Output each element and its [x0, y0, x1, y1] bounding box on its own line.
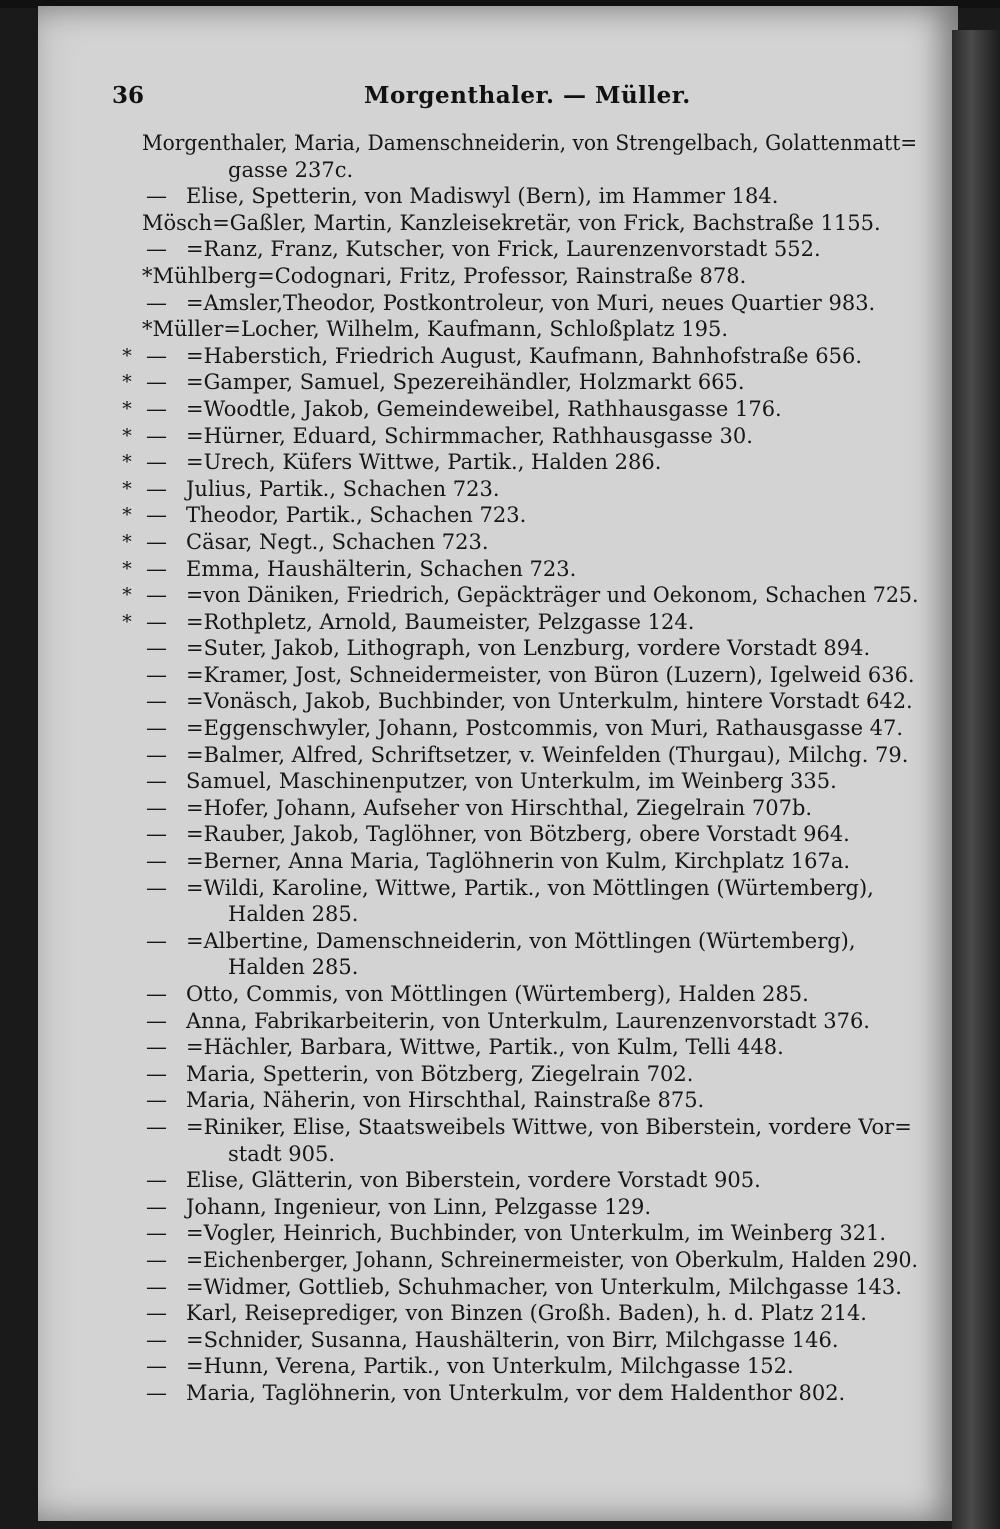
directory-line	[38, 316, 958, 343]
directory-line	[38, 742, 958, 769]
ditto-dash: —	[146, 716, 167, 741]
ditto-dash: —	[146, 237, 167, 262]
directory-line	[38, 157, 958, 184]
ditto-dash: —	[146, 609, 167, 634]
asterisk-marker: *	[122, 451, 132, 474]
book-page	[38, 6, 958, 1521]
entry-text: =Suter, Jakob, Lithograph, von Lenzburg, vordere Vorstadt 894.	[186, 636, 871, 661]
ditto-dash: —	[146, 822, 167, 847]
directory-line	[38, 1167, 958, 1194]
asterisk-marker: *	[122, 557, 132, 580]
ditto-dash: —	[146, 556, 167, 581]
asterisk-marker: *	[122, 504, 132, 527]
entry-text: =Hächler, Barbara, Wittwe, Partik., von Kulm, Telli 448.	[186, 1035, 784, 1060]
ditto-dash: —	[146, 1274, 167, 1299]
asterisk-marker: *	[122, 424, 132, 447]
directory-line	[38, 928, 958, 955]
ditto-dash: —	[146, 503, 167, 528]
entry-text: =Vogler, Heinrich, Buchbinder, von Unterkulm, im Weinberg 321.	[186, 1221, 887, 1246]
entry-text: Anna, Fabrikarbeiterin, von Unterkulm, Laurenzenvorstadt 376.	[186, 1008, 870, 1033]
directory-line	[38, 875, 958, 902]
ditto-dash: —	[146, 742, 167, 767]
entry-text: Johann, Ingenieur, von Linn, Pelzgasse 129.	[186, 1194, 652, 1219]
ditto-dash: —	[146, 1354, 167, 1379]
ditto-dash: —	[146, 370, 167, 395]
directory-line	[38, 1087, 958, 1114]
entry-text: =Woodtle, Jakob, Gemeindeweibel, Rathhausgasse 176.	[186, 396, 782, 421]
entry-text: Halden 285.	[228, 902, 359, 927]
ditto-dash: —	[146, 849, 167, 874]
directory-line	[38, 236, 958, 263]
entry-text: =Berner, Anna Maria, Taglöhnerin von Kulm, Kirchplatz 167a.	[186, 849, 851, 874]
entry-text: =Hürner, Eduard, Schirmmacher, Rathhausgasse 30.	[186, 423, 753, 448]
ditto-dash: —	[146, 689, 167, 714]
ditto-dash: —	[146, 529, 167, 554]
directory-line	[38, 1141, 958, 1168]
ditto-dash: —	[146, 636, 167, 661]
ditto-dash: —	[146, 769, 167, 794]
entry-text: =Riniker, Elise, Staatsweibels Wittwe, von Biberstein, vordere Vor=	[186, 1114, 912, 1139]
ditto-dash: —	[146, 795, 167, 820]
entry-text: =Hofer, Johann, Aufseher von Hirschthal, Ziegelrain 707b.	[186, 795, 813, 820]
entry-text: Morgenthaler, Maria, Damenschneiderin, von Strengelbach, Golattenmatt=	[142, 131, 918, 155]
page-number: 36	[112, 82, 145, 109]
directory-line	[38, 688, 958, 715]
entry-text: =Haberstich, Friedrich August, Kaufmann, Bahnhofstraße 656.	[186, 343, 862, 368]
entry-text: =Amsler,Theodor, Postkontroleur, von Muri, neues Quartier 983.	[186, 290, 876, 315]
directory-line	[38, 476, 958, 503]
directory-line	[38, 396, 958, 423]
directory-line	[38, 263, 958, 290]
directory-line	[38, 981, 958, 1008]
directory-line	[38, 1353, 958, 1380]
page-header	[38, 82, 958, 112]
directory-line	[38, 1274, 958, 1301]
directory-line	[38, 768, 958, 795]
entry-text: gasse 237c.	[228, 157, 354, 182]
directory-line	[38, 556, 958, 583]
entry-text: =Albertine, Damenschneiderin, von Möttlingen (Würtemberg),	[186, 928, 856, 953]
ditto-dash: —	[146, 1114, 167, 1139]
entry-text: Halden 285.	[228, 955, 359, 980]
directory-line	[38, 715, 958, 742]
entry-text: =Schnider, Susanna, Haushälterin, von Birr, Milchgasse 146.	[186, 1327, 839, 1352]
ditto-dash: —	[146, 1221, 167, 1246]
entry-text: =Gamper, Samuel, Spezereihändler, Holzmarkt 665.	[186, 370, 745, 395]
asterisk-marker: *	[122, 371, 132, 394]
ditto-dash: —	[146, 662, 167, 687]
ditto-dash: —	[146, 583, 167, 608]
directory-line	[38, 954, 958, 981]
directory-line	[38, 795, 958, 822]
running-head: Morgenthaler. — Müller.	[364, 82, 691, 109]
directory-line	[38, 1247, 958, 1274]
entry-text: =Balmer, Alfred, Schriftsetzer, v. Weinfelden (Thurgau), Milchg. 79.	[186, 742, 909, 767]
directory-line	[38, 1114, 958, 1141]
ditto-dash: —	[146, 184, 167, 209]
ditto-dash: —	[146, 1088, 167, 1113]
scan-right-edge	[952, 30, 1000, 1529]
entry-text: Karl, Reiseprediger, von Binzen (Großh. Baden), h. d. Platz 214.	[186, 1301, 867, 1326]
ditto-dash: —	[146, 982, 167, 1006]
directory-line	[38, 130, 958, 157]
directory-line	[38, 449, 958, 476]
entry-text: =Urech, Küfers Wittwe, Partik., Halden 286.	[186, 450, 662, 475]
directory-line	[38, 1034, 958, 1061]
entry-text: *Müller=Locher, Wilhelm, Kaufmann, Schloßplatz 195.	[142, 317, 729, 342]
directory-line	[38, 1300, 958, 1327]
ditto-dash: —	[146, 875, 167, 900]
directory-line	[38, 1061, 958, 1088]
directory-line	[38, 1220, 958, 1247]
entry-text: =Eggenschwyler, Johann, Postcommis, von Muri, Rathausgasse 47.	[186, 716, 904, 741]
entry-text: Maria, Taglöhnerin, von Unterkulm, vor dem Haldenthor 802.	[186, 1380, 846, 1405]
entry-text: =Wildi, Karoline, Wittwe, Partik., von Möttlingen (Würtemberg),	[186, 875, 874, 900]
ditto-dash: —	[146, 343, 167, 368]
directory-line	[38, 343, 958, 370]
directory-line	[38, 848, 958, 875]
entry-text: =Widmer, Gottlieb, Schuhmacher, von Unterkulm, Milchgasse 143.	[186, 1274, 902, 1299]
directory-line	[38, 183, 958, 210]
ditto-dash: —	[146, 396, 167, 421]
directory-line	[38, 210, 958, 237]
directory-line	[38, 1380, 958, 1407]
ditto-dash: —	[146, 1380, 167, 1405]
ditto-dash: —	[146, 928, 167, 953]
directory-line	[38, 1008, 958, 1035]
directory-line	[38, 635, 958, 662]
ditto-dash: —	[146, 1061, 167, 1086]
asterisk-marker: *	[122, 344, 132, 367]
directory-line	[38, 1327, 958, 1354]
entry-text: Elise, Glätterin, von Biberstein, vordere Vorstadt 905.	[186, 1168, 761, 1193]
directory-line	[38, 609, 958, 636]
directory-line	[38, 529, 958, 556]
entry-text: Maria, Spetterin, von Bötzberg, Ziegelrain 702.	[186, 1061, 694, 1086]
directory-line	[38, 821, 958, 848]
directory-line	[38, 369, 958, 396]
entry-text: =Hunn, Verena, Partik., von Unterkulm, Milchgasse 152.	[186, 1354, 794, 1379]
ditto-dash: —	[146, 423, 167, 448]
entry-text: Samuel, Maschinenputzer, von Unterkulm, im Weinberg 335.	[186, 769, 837, 794]
asterisk-marker: *	[122, 584, 132, 607]
asterisk-marker: *	[122, 397, 132, 420]
asterisk-marker: *	[122, 610, 132, 633]
asterisk-marker: *	[122, 477, 132, 500]
entry-text: =Vonäsch, Jakob, Buchbinder, von Unterkulm, hintere Vorstadt 642.	[186, 689, 913, 714]
ditto-dash: —	[146, 1168, 167, 1193]
entry-text: Julius, Partik., Schachen 723.	[186, 476, 500, 501]
ditto-dash: —	[146, 476, 167, 501]
entry-text: stadt 905.	[228, 1141, 336, 1166]
ditto-dash: —	[146, 1301, 167, 1326]
directory-line	[38, 423, 958, 450]
entry-text: Mösch=Gaßler, Martin, Kanzleisekretär, von Frick, Bachstraße 1155.	[142, 210, 881, 235]
ditto-dash: —	[146, 1035, 167, 1060]
directory-line	[38, 502, 958, 529]
directory-line	[38, 582, 958, 609]
entry-text: Maria, Näherin, von Hirschthal, Rainstraße 875.	[186, 1088, 705, 1113]
directory-line	[38, 662, 958, 689]
directory-line	[38, 1194, 958, 1221]
entry-text: Theodor, Partik., Schachen 723.	[186, 503, 527, 528]
directory-entries	[38, 130, 958, 1407]
directory-line	[38, 290, 958, 317]
entry-text: =Rauber, Jakob, Taglöhner, von Bötzberg, obere Vorstadt 964.	[186, 822, 850, 847]
ditto-dash: —	[146, 1008, 167, 1033]
entry-text: Otto, Commis, von Möttlingen (Würtemberg), Halden 285.	[186, 982, 809, 1006]
entry-text: =Kramer, Jost, Schneidermeister, von Büron (Luzern), Igelweid 636.	[186, 662, 915, 687]
asterisk-marker: *	[122, 530, 132, 553]
directory-line	[38, 901, 958, 928]
ditto-dash: —	[146, 450, 167, 475]
ditto-dash: —	[146, 1194, 167, 1219]
ditto-dash: —	[146, 290, 167, 315]
entry-text: *Mühlberg=Codognari, Fritz, Professor, Rainstraße 878.	[142, 263, 747, 288]
entry-text: =Eichenberger, Johann, Schreinermeister, von Oberkulm, Halden 290.	[186, 1247, 919, 1272]
entry-text: =von Däniken, Friedrich, Gepäckträger und Oekonom, Schachen 725.	[186, 583, 919, 608]
entry-text: Emma, Haushälterin, Schachen 723.	[186, 556, 577, 581]
entry-text: =Ranz, Franz, Kutscher, von Frick, Laurenzenvorstadt 552.	[186, 237, 821, 262]
ditto-dash: —	[146, 1247, 167, 1272]
entry-text: Cäsar, Negt., Schachen 723.	[186, 529, 489, 554]
entry-text: =Rothpletz, Arnold, Baumeister, Pelzgasse 124.	[186, 609, 695, 634]
entry-text: Elise, Spetterin, von Madiswyl (Bern), im Hammer 184.	[186, 184, 779, 209]
ditto-dash: —	[146, 1327, 167, 1352]
